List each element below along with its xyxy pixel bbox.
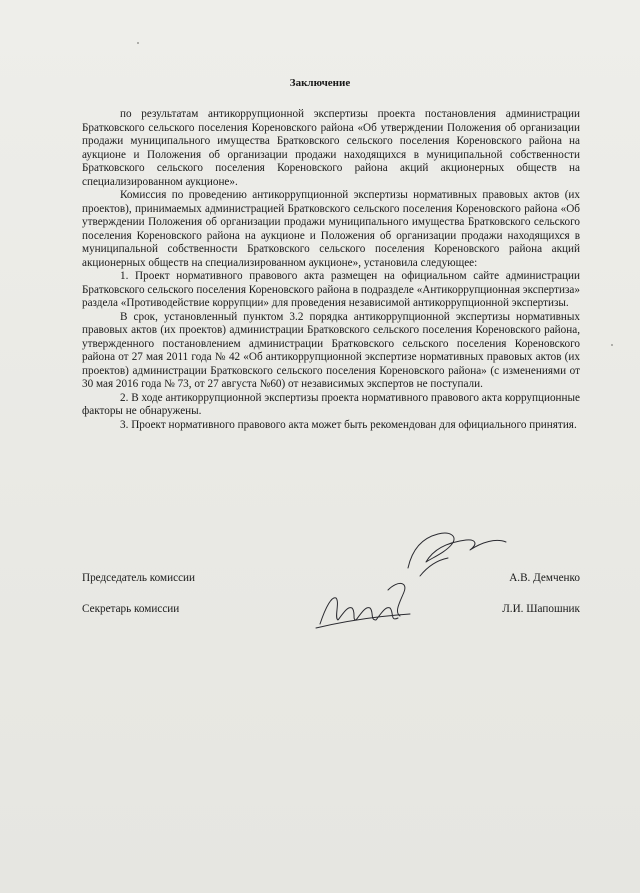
paper-speck (137, 42, 139, 44)
paragraph-item-3: 3. Проект нормативного правового акта может быть рекомендован для официального принятия. (120, 418, 577, 431)
signatory-role: Председатель комиссии (82, 572, 196, 584)
secretary-signature (316, 583, 410, 628)
handwritten-signatures (300, 520, 530, 640)
signatory-name: А.В. Демченко (509, 572, 580, 584)
paragraph-item-1: 1. Проект нормативного правового акта размещен на официальном сайте администрации Братковского сельского поселения Кореновского района в подразделе «Антикоррупционная экспертиза» раздела «Противодействие коррупции» для проведения независимой антикоррупционной экспертизы. (82, 270, 580, 309)
paper-speck (611, 344, 613, 346)
signatory-role: Секретарь комиссии (82, 603, 180, 615)
paragraph-commission: Комиссия по проведению антикоррупционной экспертизы нормативных правовых актов (их проектов), принимаемых администрацией Братковского сельского поселения Кореновского района «Об утверждении Положения об организации продажи муниципального имущества Братковского сельского поселения Кореновского района на аукционе и Положения об организации продажи находящихся в муниципальной собственности Братковского сельского поселения Кореновского района акций акционерных обществ на специализированном аукционе», установила следующее: (82, 189, 580, 269)
document-body (82, 108, 580, 432)
signatory-name: Л.И. Шапошник (502, 603, 580, 615)
chairman-signature (408, 533, 506, 576)
paragraph-subject: по результатам антикоррупционной экспертизы проекта постановления администрации Братковского сельского поселения Кореновского района «Об утверждении Положения об организации продажи муниципального имущества Братковского сельского поселения Кореновского района на аукционе и Положения об организации продажи находящихся в муниципальной собственности Братковского сельского поселения Кореновского района акций акционерных обществ на специализированном аукционе». (82, 108, 580, 188)
paragraph-item-2: 2. В ходе антикоррупционной экспертизы проекта нормативного правового акта коррупционные факторы не обнаружены. (82, 391, 580, 417)
document-title: Заключение (289, 77, 351, 89)
paragraph-deadline: В срок, установленный пунктом 3.2 порядка антикоррупционной экспертизы нормативных правовых актов (их проектов) администрации Братковского сельского поселения Кореновского района, утвержденного постановлением администрации Братковского сельского поселения Кореновского района от 27 мая 2011 года № 42 «Об антикоррупционной экспертизе нормативных правовых актов (их проектов) администрации Братковского сельского поселения Кореновского района» (с изменениями от 30 мая 2016 года № 73, от 27 августа №60) от независимых экспертов не поступали. (82, 310, 580, 390)
